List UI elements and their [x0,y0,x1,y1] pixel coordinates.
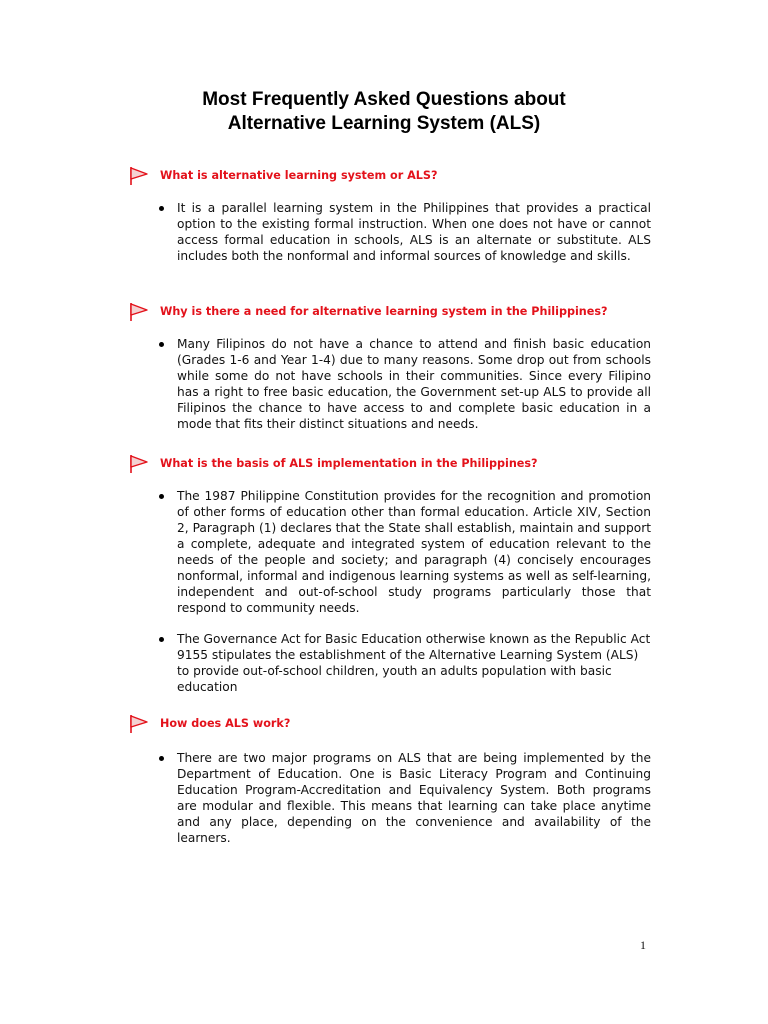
question-heading-4 [128,714,688,734]
page-number: 1 [640,938,646,952]
answer-bullet [159,750,651,846]
answer-bullet [159,488,651,616]
question-text: Why is there a need for alternative learning system in the Philippines? [160,305,608,318]
question-text: How does ALS work? [160,717,291,730]
bullet-dot [159,756,164,761]
page-title-line-2: Alternative Learning System (ALS) [227,113,541,134]
flag-icon [128,166,150,186]
question-heading-3 [128,454,688,474]
page-title-line-1: Most Frequently Asked Questions about [202,89,566,110]
answer-text: Many Filipinos do not have a chance to attend and finish basic education (Grades 1-6 and Year 1-4) due to many reasons. Some drop out from schools while some do not have schools in their communities. Since every Filipino has a right to free basic education, the Government set-up ALS to provide all Filipinos the chance to have access to and complete basic education in a mode that fits their distinct situations and needs. [177,337,651,431]
answer-text: It is a parallel learning system in the Philippines that provides a practical option to the existing formal instruction. When one does not have or cannot access formal education in schools, ALS is an alternate or substitute. ALS includes both the nonformal and informal sources of knowledge and skills. [177,201,651,263]
bullet-dot [159,342,164,347]
answer-bullet [159,336,651,432]
question-text: What is the basis of ALS implementation in the Philippines? [160,457,538,470]
answer-text: The 1987 Philippine Constitution provides for the recognition and promotion of other forms of education other than formal education. Article XIV, Section 2, Paragraph (1) declares that the State shall establish, maintain and support a complete, adequate and integrated system of education relevant to the needs of the people and society; and paragraph (4) concisely encourages nonformal, informal and indigenous learning systems as well as self-learning, independent and out-of-school study programs particularly those that respond to community needs. [177,489,651,615]
question-text: What is alternative learning system or ALS? [160,169,438,182]
question-heading-1 [128,166,688,186]
answer-text: There are two major programs on ALS that are being implemented by the Department of Education. One is Basic Literacy Program and Continuing Education Program-Accreditation and Equivalency System. Both programs are modular and flexible. This means that learning can take place anytime and any place, depending on the convenience and availability of the learners. [177,751,651,845]
flag-icon [128,714,150,734]
answer-bullet [159,631,651,695]
bullet-dot [159,494,164,499]
flag-icon [128,454,150,474]
flag-icon [128,302,150,322]
bullet-dot [159,637,164,642]
answer-text: The Governance Act for Basic Education otherwise known as the Republic Act 9155 stipulates the establishment of the Alternative Learning System (ALS) to provide out-of-school children, youth an adults population with basic education [177,632,651,694]
answer-bullet [159,200,651,264]
bullet-dot [159,206,164,211]
question-heading-2 [128,302,688,322]
